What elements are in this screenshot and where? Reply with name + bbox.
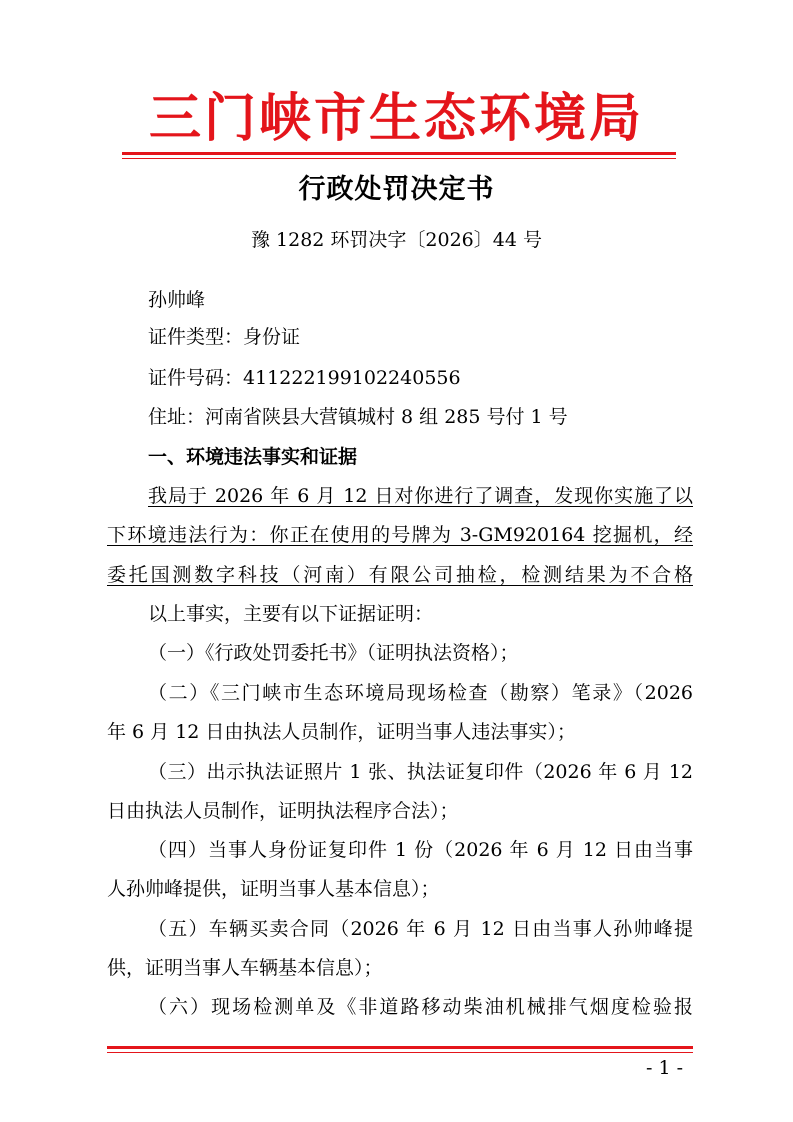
party-address: 住址：河南省陕县大营镇城村 8 组 285 号付 1 号 <box>148 406 568 428</box>
party-name: 孙帅峰 <box>148 289 206 311</box>
evidence-item-3-line-1: （三）出示执法证照片 1 张、执法证复印件（2026 年 6 月 12 <box>148 761 693 783</box>
evidence-item-2-line-2: 年 6 月 12 日由执法人员制作，证明当事人违法事实）； <box>107 721 576 743</box>
facts-line-2: 下环境违法行为：你正在使用的号牌为 3-GM920164 挖掘机，经 <box>107 524 693 546</box>
header-divider-thin <box>122 158 676 159</box>
evidence-item-1: （一）《行政处罚委托书》（证明执法资格）； <box>148 642 519 664</box>
document-number: 豫 1282 环罚决字〔2026〕44 号 <box>250 229 542 251</box>
evidence-item-2-line-1: （二）《三门峡市生态环境局现场检查（勘察）笔录》（2026 <box>148 682 693 704</box>
document-title: 行政处罚决定书 <box>298 174 495 205</box>
footer-divider-thick <box>107 1046 693 1049</box>
party-id-number: 证件号码：411222199102240556 <box>148 367 461 389</box>
page-number: - 1 - <box>645 1057 683 1079</box>
party-id-type: 证件类型：身份证 <box>148 326 301 348</box>
evidence-item-5-line-1: （五）车辆买卖合同（2026 年 6 月 12 日由当事人孙帅峰提 <box>148 918 693 940</box>
evidence-item-4-line-2: 人孙帅峰提供，证明当事人基本信息）； <box>107 878 440 900</box>
footer-divider-thin <box>107 1052 693 1053</box>
section-heading-violation: 一、环境违法事实和证据 <box>148 446 358 468</box>
evidence-intro: 以上事实，主要有以下证据证明： <box>148 603 434 625</box>
evidence-item-4-line-1: （四）当事人身份证复印件 1 份（2026 年 6 月 12 日由当事 <box>148 839 693 861</box>
agency-header-title: 三门峡市生态环境局 <box>148 88 644 149</box>
evidence-item-3-line-2: 日由执法人员制作，证明执法程序合法）； <box>107 800 459 822</box>
header-divider-thick <box>122 152 676 155</box>
facts-line-3: 委托国测数字科技（河南）有限公司抽检，检测结果为不合格 <box>107 564 693 586</box>
evidence-item-5-line-2: 供，证明当事人车辆基本信息）； <box>107 957 383 979</box>
facts-line-1: 我局于 2026 年 6 月 12 日对你进行了调查，发现你实施了以 <box>148 485 693 507</box>
evidence-item-6-line-1: （六）现场检测单及《非道路移动柴油机械排气烟度检验报 <box>148 996 693 1018</box>
